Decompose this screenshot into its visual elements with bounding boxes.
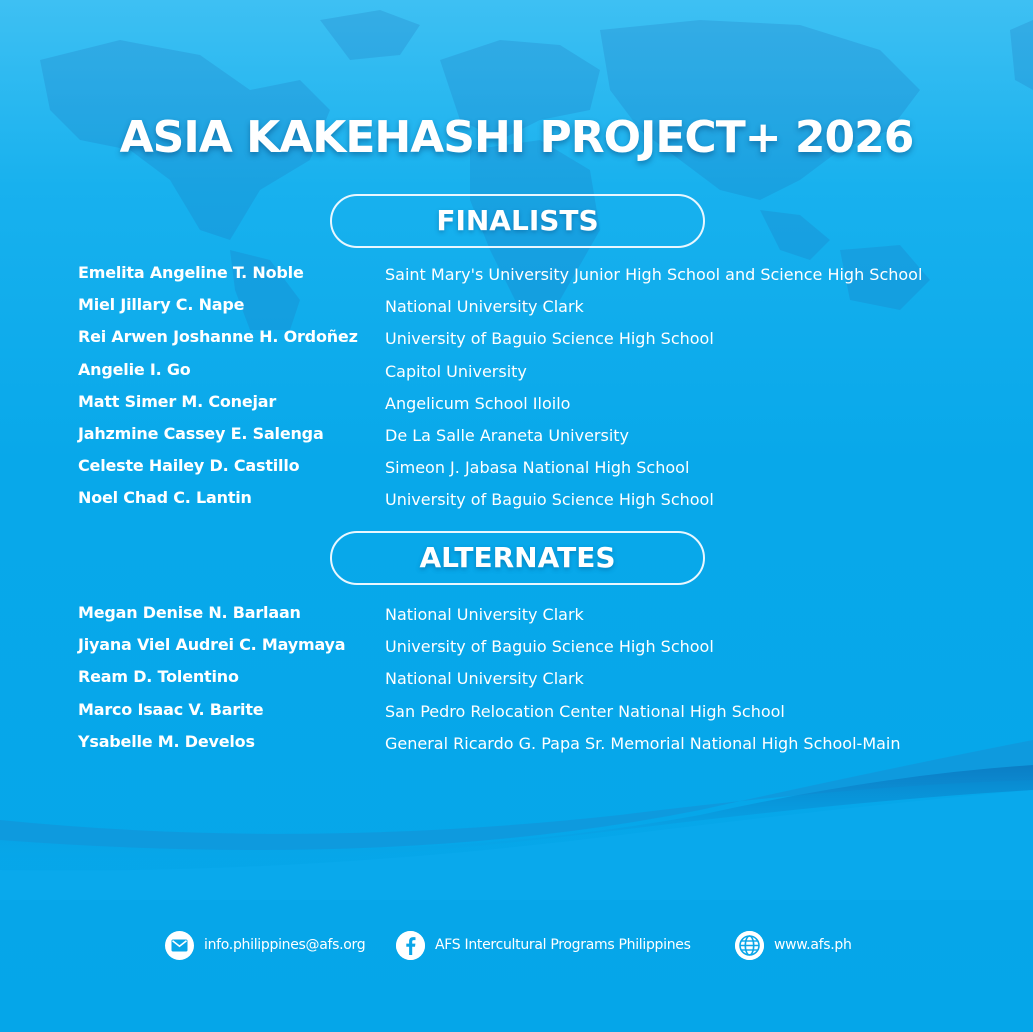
footer-facebook[interactable] bbox=[396, 928, 691, 962]
footer bbox=[0, 928, 1033, 962]
finalist-name: Emelita Angeline T. Noble bbox=[78, 263, 304, 282]
list-item bbox=[78, 488, 978, 520]
finalist-name: Noel Chad C. Lantin bbox=[78, 488, 252, 508]
facebook-icon bbox=[396, 931, 425, 960]
footer-email[interactable] bbox=[165, 928, 365, 962]
finalist-name: Matt Simer M. Conejar bbox=[78, 391, 277, 411]
finalist-name: Angelie I. Go bbox=[78, 359, 191, 379]
finalist-name: Jahzmine Cassey E. Salenga bbox=[78, 423, 324, 443]
alternates-list bbox=[78, 603, 978, 764]
alternate-school: National University Clark bbox=[385, 669, 584, 689]
list-item bbox=[78, 263, 978, 295]
list-item bbox=[78, 732, 978, 764]
finalist-school: National University Clark bbox=[385, 297, 584, 317]
finalist-school: Simeon J. Jabasa National High School bbox=[385, 458, 690, 478]
finalist-school: Saint Mary's University Junior High School and Science High School bbox=[385, 265, 923, 284]
list-item bbox=[78, 392, 978, 424]
mail-icon bbox=[165, 931, 194, 960]
alternate-school: General Ricardo G. Papa Sr. Memorial National High School-Main bbox=[385, 733, 901, 753]
finalists-heading: FINALISTS bbox=[330, 194, 705, 248]
alternates-heading: ALTERNATES bbox=[330, 531, 705, 585]
alternate-school: National University Clark bbox=[385, 605, 584, 624]
finalist-name: Celeste Hailey D. Castillo bbox=[78, 456, 300, 476]
finalist-name: Miel Jillary C. Nape bbox=[78, 295, 245, 315]
list-item bbox=[78, 603, 978, 635]
website-text[interactable]: www.afs.ph bbox=[774, 937, 852, 953]
list-item bbox=[78, 456, 978, 488]
finalist-school: Angelicum School Iloilo bbox=[385, 393, 571, 413]
footer-website[interactable] bbox=[735, 928, 852, 962]
alternate-name: Ysabelle M. Develos bbox=[78, 731, 255, 751]
finalist-school: University of Baguio Science High School bbox=[385, 490, 714, 510]
list-item bbox=[78, 327, 978, 359]
alternate-school: San Pedro Relocation Center National High School bbox=[385, 701, 785, 721]
finalist-school: De La Salle Araneta University bbox=[385, 425, 630, 445]
alternate-name: Ream D. Tolentino bbox=[78, 667, 239, 687]
alternate-name: Megan Denise N. Barlaan bbox=[78, 603, 301, 622]
globe-icon bbox=[735, 931, 764, 960]
list-item bbox=[78, 635, 978, 667]
list-item bbox=[78, 360, 978, 392]
list-item bbox=[78, 667, 978, 699]
page-title: ASIA KAKEHASHI PROJECT+ 2026 bbox=[119, 112, 914, 163]
finalist-name: Rei Arwen Joshanne H. Ordoñez bbox=[78, 327, 358, 347]
alternate-name: Marco Isaac V. Barite bbox=[78, 699, 264, 719]
alternate-school: University of Baguio Science High School bbox=[385, 637, 714, 657]
alternate-name: Jiyana Viel Audrei C. Maymaya bbox=[78, 635, 346, 655]
list-item bbox=[78, 424, 978, 456]
finalist-school: Capitol University bbox=[385, 361, 527, 381]
email-text[interactable]: info.philippines@afs.org bbox=[204, 937, 366, 953]
facebook-text[interactable]: AFS Intercultural Programs Philippines bbox=[435, 937, 691, 953]
list-item bbox=[78, 700, 978, 732]
finalists-list bbox=[78, 263, 978, 521]
list-item bbox=[78, 295, 978, 327]
finalist-school: University of Baguio Science High School bbox=[385, 329, 714, 349]
